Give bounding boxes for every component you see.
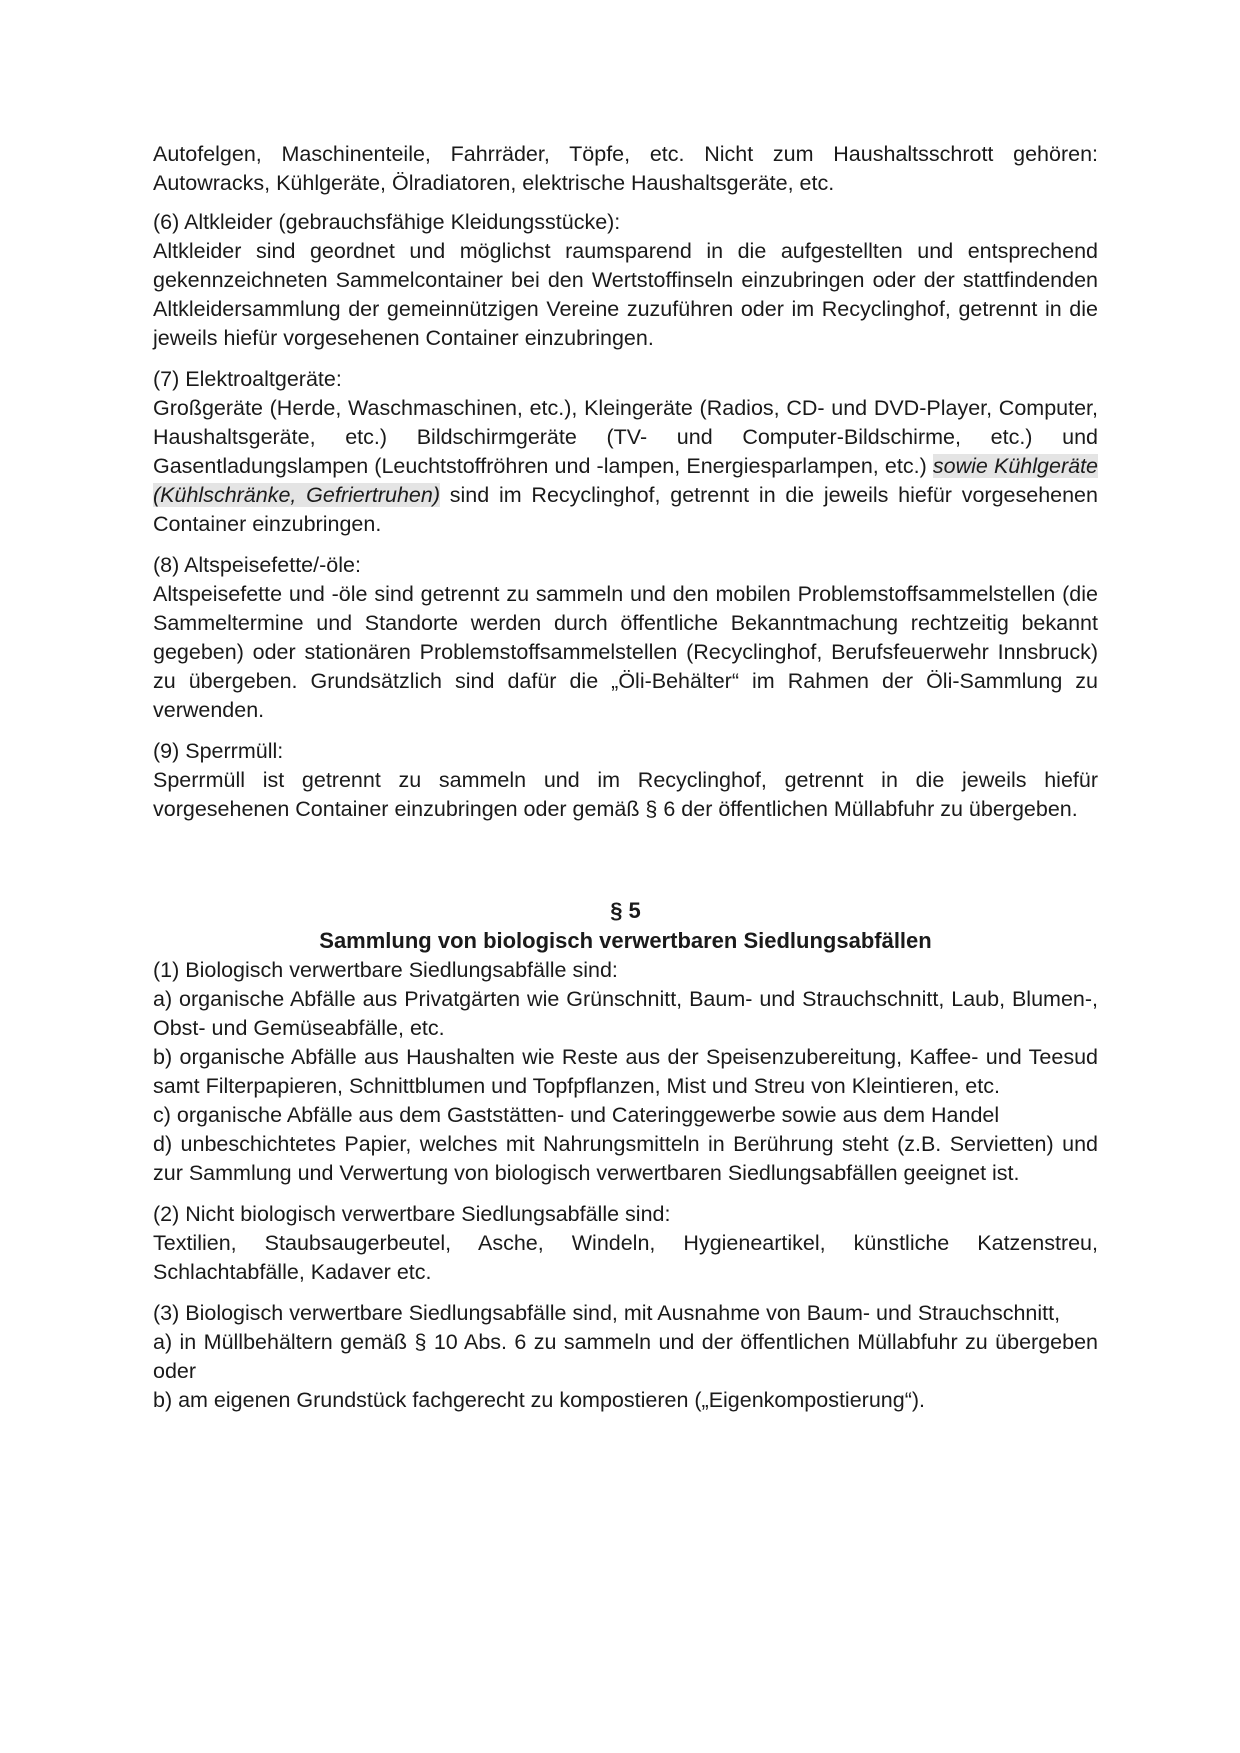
section-title: Sammlung von biologisch verwertbaren Siedlungsabfällen xyxy=(319,928,932,953)
intro-paragraph: Autofelgen, Maschinenteile, Fahrräder, Töpfe, etc. Nicht zum Haushaltsschrott gehören: Autowracks, Kühlgeräte, Ölradiatoren, elektrische Haushaltsgeräte, etc. xyxy=(153,142,1098,195)
paragraph-9-heading: (9) Sperrmüll: xyxy=(153,739,284,763)
paragraph-7-body xyxy=(153,394,1098,539)
paragraph-6 xyxy=(153,208,1098,353)
subsection-1-item-a: a) organische Abfälle aus Privatgärten wie Grünschnitt, Baum- und Strauchschnitt, Laub, Blumen-, Obst- und Gemüseabfälle, etc. xyxy=(153,987,1098,1040)
subsection-2-body: Textilien, Staubsaugerbeutel, Asche, Windeln, Hygieneartikel, künstliche Katzenstreu, Schlachtabfälle, Kadaver etc. xyxy=(153,1231,1098,1284)
paragraph-7-body-end: sind im Recyclinghof, getrennt in die jeweils hiefür vorgesehenen Container einzubringen. xyxy=(153,483,1098,536)
subsection-3-item-b: b) am eigenen Grundstück fachgerecht zu kompostieren („Eigenkompostierung“). xyxy=(153,1388,925,1412)
paragraph-8-body: Altspeisefette und -öle sind getrennt zu sammeln und den mobilen Problemstoffsammelstellen (die Sammeltermine und Standorte werden durch öffentliche Bekanntmachung rechtzeitig bekannt gegeben) oder stationären Problemstoffsammelstellen (Recyclinghof, Berufsfeuerwehr Innsbruck) zu übergeben. Grundsätzlich sind dafür die „Öli-Behälter“ im Rahmen der Öli-Sammlung zu verwenden. xyxy=(153,582,1098,722)
subsection-3-item-a: a) in Müllbehältern gemäß § 10 Abs. 6 zu sammeln und der öffentlichen Müllabfuhr zu übergeben oder xyxy=(153,1330,1098,1383)
paragraph-8-heading: (8) Altspeisefette/-öle: xyxy=(153,553,361,577)
paragraph-9-body: Sperrmüll ist getrennt zu sammeln und im Recyclinghof, getrennt in die jeweils hiefür vorgesehenen Container einzubringen oder gemäß § 6 der öffentlichen Müllabfuhr zu übergeben. xyxy=(153,768,1098,821)
paragraph-8 xyxy=(153,551,1098,725)
subsection-1-heading: (1) Biologisch verwertbare Siedlungsabfälle sind: xyxy=(153,958,618,982)
subsection-1-item-c: c) organische Abfälle aus dem Gaststätten- und Cateringgewerbe sowie aus dem Handel xyxy=(153,1103,1000,1127)
paragraph-6-body: Altkleider sind geordnet und möglichst raumsparend in die aufgestellten und entsprechend gekennzeichneten Sammelcontainer bei den Wertstoffinseln einzubringen oder der stattfindenden Altkleidersammlung der gemeinnützigen Vereine zuzuführen oder im Recyclinghof, getrennt in die jeweils hiefür vorgesehenen Container einzubringen. xyxy=(153,239,1098,350)
paragraph-7 xyxy=(153,365,1098,539)
paragraph-7-body-start: Großgeräte (Herde, Waschmaschinen, etc.), Kleingeräte (Radios, CD- und DVD-Player, Computer, Haushaltsgeräte, etc.) Bildschirmgeräte (TV- und Computer-Bildschirme, etc.) und Gasentladungslampen (Leuchtstoffröhren und -lampen, Energiesparlampen, etc.) xyxy=(153,396,1098,478)
subsection-1-item-b: b) organische Abfälle aus Haushalten wie Reste aus der Speisenzubereitung, Kaffee- und Teesud samt Filterpapieren, Schnittblumen und Topfpflanzen, Mist und Streu von Kleintieren, etc. xyxy=(153,1045,1098,1098)
paragraph-7-heading: (7) Elektroaltgeräte: xyxy=(153,367,342,391)
subsection-1-item-d: d) unbeschichtetes Papier, welches mit Nahrungsmitteln in Berührung steht (z.B. Servietten) und zur Sammlung und Verwertung von biologisch verwertbaren Siedlungsabfällen geeignet ist. xyxy=(153,1132,1098,1185)
paragraph-7-highlighted-text: sowie Kühlgeräte (Kühlschränke, Gefriertruhen) xyxy=(153,454,1098,507)
subsection-3-heading: (3) Biologisch verwertbare Siedlungsabfälle sind, mit Ausnahme von Baum- und Strauchschnitt, xyxy=(153,1301,1061,1325)
section-number: § 5 xyxy=(610,898,641,923)
section-5-subsection-2 xyxy=(153,1200,1098,1287)
section-5-subsection-1 xyxy=(153,956,1098,1188)
paragraph-6-heading: (6) Altkleider (gebrauchsfähige Kleidungsstücke): xyxy=(153,210,621,234)
document-page xyxy=(153,140,1098,1415)
section-5-subsection-3 xyxy=(153,1299,1098,1415)
subsection-2-heading: (2) Nicht biologisch verwertbare Siedlungsabfälle sind: xyxy=(153,1202,671,1226)
paragraph-9 xyxy=(153,737,1098,824)
